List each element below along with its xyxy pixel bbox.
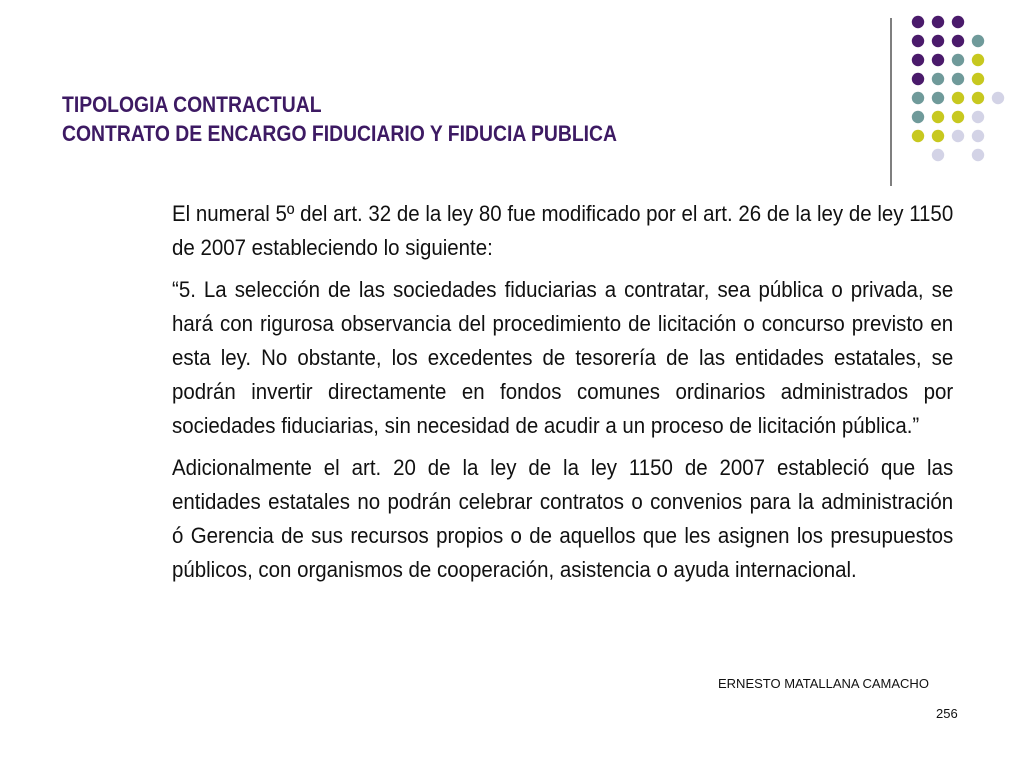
decorative-dot xyxy=(932,111,944,123)
decorative-dot xyxy=(932,92,944,104)
decorative-dot xyxy=(912,92,924,104)
decorative-dot xyxy=(932,130,944,142)
paragraph-1: El numeral 5º del art. 32 de la ley 80 fue modificado por el art. 26 de la ley de ley 1150 de 2007 estableciendo lo siguiente: xyxy=(172,201,954,260)
decorative-dot xyxy=(912,111,924,123)
decorative-dot xyxy=(952,54,964,66)
decorative-dot xyxy=(972,130,984,142)
decorative-dot xyxy=(912,130,924,142)
decorative-dot xyxy=(932,35,944,47)
decorative-dot xyxy=(972,73,984,85)
decorative-dot xyxy=(912,35,924,47)
decorative-dot xyxy=(952,130,964,142)
decorative-dot xyxy=(972,149,984,161)
paragraph-2: “5. La selección de las sociedades fiduciarias a contratar, sea pública o privada, se hará con rigurosa observancia del procedimiento de licitación o concurso previsto en esta ley. No obstante, los excedentes de tesorería de las entidades estatales, se podrán invertir directamente en fondos comunes ordinarios administrados por sociedades fiduciarias, sin necesidad de acudir a un proceso de licitación pública.” xyxy=(172,277,954,438)
decorative-dot xyxy=(952,73,964,85)
decorative-dot xyxy=(952,111,964,123)
decorative-dot xyxy=(952,16,964,28)
body-text xyxy=(172,197,954,595)
decorative-dot xyxy=(932,73,944,85)
title-line-1: TIPOLOGIA CONTRACTUAL xyxy=(62,92,322,117)
decorative-dot xyxy=(992,92,1004,104)
decorative-dot xyxy=(932,54,944,66)
slide-title xyxy=(62,90,822,148)
decorative-dot xyxy=(972,92,984,104)
author-name: ERNESTO MATALLANA CAMACHO xyxy=(718,676,929,691)
decorative-dot xyxy=(912,54,924,66)
decorative-dot xyxy=(972,111,984,123)
decorative-dot xyxy=(972,35,984,47)
decorative-dot xyxy=(912,16,924,28)
decorative-dot xyxy=(972,54,984,66)
title-line-2: CONTRATO DE ENCARGO FIDUCIARIO Y FIDUCIA PUBLICA xyxy=(62,121,618,146)
decorative-dot xyxy=(932,149,944,161)
page-number: 256 xyxy=(936,706,958,721)
decorative-dot xyxy=(952,92,964,104)
vertical-divider xyxy=(890,18,892,186)
decorative-dot xyxy=(912,73,924,85)
decorative-dot xyxy=(932,16,944,28)
decorative-dot xyxy=(952,35,964,47)
paragraph-3: Adicionalmente el art. 20 de la ley de la ley 1150 de 2007 estableció que las entidades estatales no podrán celebrar contratos o convenios para la administración ó Gerencia de sus recursos propios o de aquellos que les asignen los presupuestos públicos, con organismos de cooperación, asistencia o ayuda internacional. xyxy=(172,455,954,582)
